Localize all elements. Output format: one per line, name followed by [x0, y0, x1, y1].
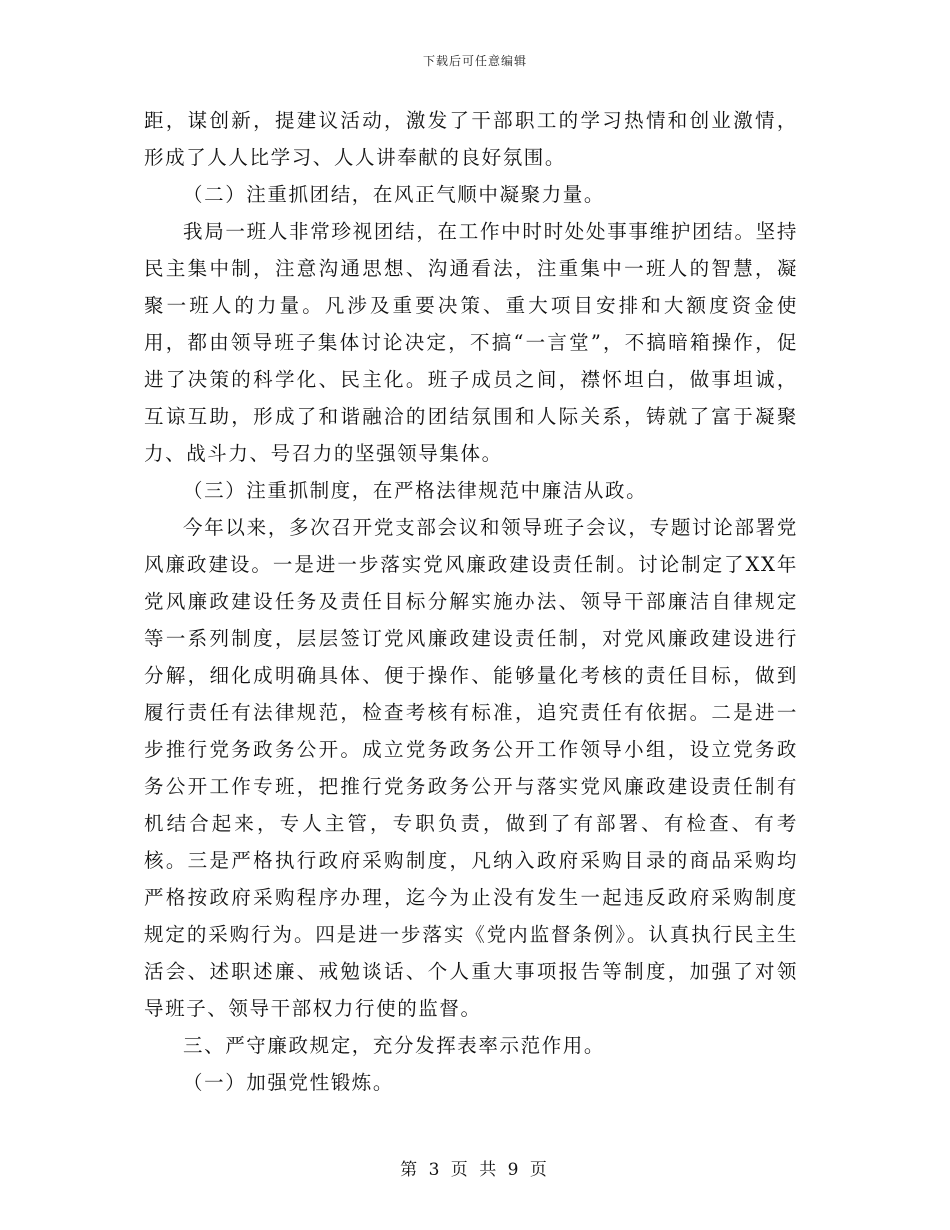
subheading-party-spirit: （一）加强党性锻炼。 — [183, 1071, 395, 1094]
section-heading-three: 三、严守廉政规定，充分发挥表率示范作用。 — [183, 1034, 606, 1057]
page-number: 第 3 页 共 9 页 — [400, 1160, 550, 1180]
paragraph-unity: 我局一班人非常珍视团结，在工作中时时处处事事维护团结。坚持民主集中制，注意沟通思想、沟通看法，注重集中一班人的智慧，凝聚一班人的力量。凡涉及重要决策、重大项目安排和大额度资金使用，都由领导班子集体讨论决定，不搞“一言堂”，不搞暗箱操作，促进了决策的科学化、民主化。班子成员之间，襟怀坦白，做事坦诚，互谅互助，形成了和谐融洽的团结氛围和人际关系，铸就了富于凝聚力、战斗力、号召力的坚强领导集体。 — [144, 220, 798, 465]
document-body — [144, 102, 798, 1101]
subheading-system: （三）注重抓制度，在严格法律规范中廉洁从政。 — [183, 479, 648, 502]
page-header-note: 下载后可任意编辑 — [422, 54, 527, 68]
subheading-unity: （二）注重抓团结，在风正气顺中凝聚力量。 — [183, 183, 606, 206]
paragraph-continuation: 距，谋创新，提建议活动，激发了干部职工的学习热情和创业激情，形成了人人比学习、人人讲奉献的良好氛围。 — [144, 109, 798, 169]
paragraph-system: 今年以来，多次召开党支部会议和领导班子会议，专题讨论部署党风廉政建设。一是进一步落实党风廉政建设责任制。讨论制定了XX年党风廉政建设任务及责任目标分解实施办法、领导干部廉洁自律规定等一系列制度，层层签订党风廉政建设责任制，对党风廉政建设进行分解，细化成明确具体、便于操作、能够量化考核的责任目标，做到履行责任有法律规范，检查考核有标准，追究责任有依据。二是进一步推行党务政务公开。成立党务政务公开工作领导小组，设立党务政务公开工作专班，把推行党务政务公开与落实党风廉政建设责任制有机结合起来，专人主管，专职负责，做到了有部署、有检查、有考核。三是严格执行政府采购制度，凡纳入政府采购目录的商品采购均严格按政府采购程序办理，迄今为止没有发生一起违反政府采购制度规定的采购行为。四是进一步落实《党内监督条例》。认真执行民主生活会、述职述廉、戒勉谈话、个人重大事项报告等制度，加强了对领导班子、领导干部权力行使的监督。 — [144, 516, 798, 1020]
